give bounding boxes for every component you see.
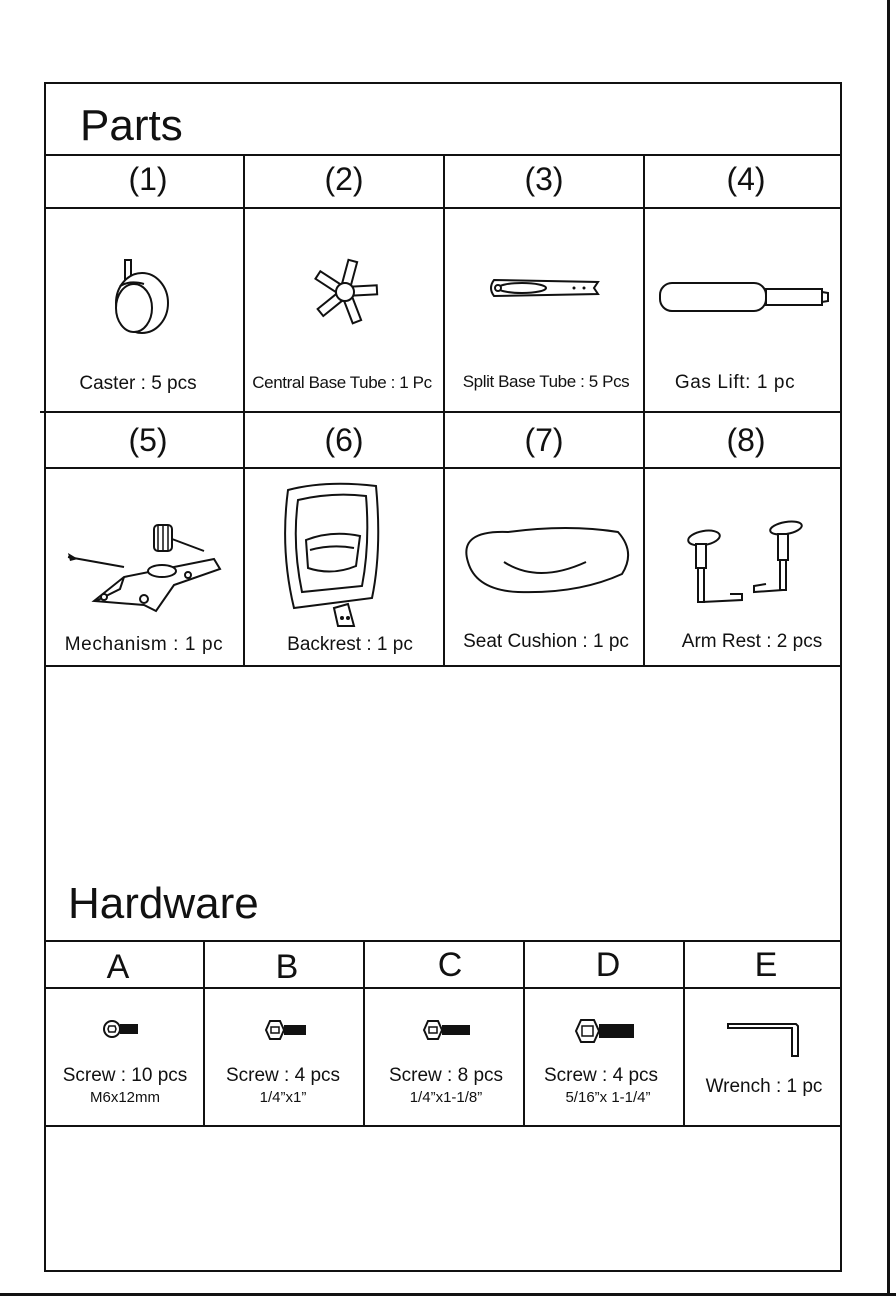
part-number: (7): [524, 422, 564, 458]
part-label: Seat Cushion : 1 pc: [463, 631, 629, 652]
mechanism-icon: [64, 515, 224, 615]
hardware-size: M6x12mm: [89, 1089, 160, 1106]
page-edge-right: [887, 0, 890, 1295]
part-number: (3): [524, 161, 564, 197]
part-label: Split Base Tube : 5 Pcs: [462, 372, 630, 391]
hardware-label: Wrench : 1 pc: [705, 1076, 823, 1097]
backrest-icon: [276, 480, 388, 630]
divider: [643, 154, 645, 666]
part-number: (5): [128, 422, 168, 458]
parts-title: Parts: [80, 101, 183, 150]
wrench-icon: [726, 1020, 802, 1060]
part-number: (8): [726, 422, 766, 458]
divider: [40, 411, 842, 413]
divider: [443, 154, 445, 666]
hardware-title: Hardware: [68, 879, 259, 928]
seat-cushion-icon: [458, 522, 634, 596]
central-base-tube-icon: [305, 258, 385, 328]
hardware-letter: C: [437, 946, 463, 984]
hardware-letter: E: [754, 946, 778, 984]
screw-icon: [572, 1016, 636, 1046]
part-number: (4): [726, 161, 766, 197]
hardware-label: Screw : 8 pcs: [388, 1065, 504, 1086]
part-label: Gas Lift: 1 pc: [674, 372, 796, 393]
hardware-size: 5/16”x 1-1/4”: [565, 1089, 651, 1106]
arm-rest-icon: [682, 518, 812, 608]
screw-icon: [262, 1018, 308, 1042]
hardware-letter: B: [275, 948, 299, 986]
page-edge-bottom: [0, 1293, 896, 1296]
part-label: Mechanism : 1 pc: [64, 634, 224, 655]
part-label: Backrest : 1 pc: [287, 634, 413, 655]
divider: [44, 940, 842, 942]
divider: [44, 987, 842, 989]
part-number: (6): [324, 422, 364, 458]
screw-icon: [102, 1018, 140, 1040]
hardware-size: 1/4”x1”: [259, 1089, 307, 1106]
part-number: (2): [324, 161, 364, 197]
part-label: Caster : 5 pcs: [79, 373, 197, 394]
part-label: Central Base Tube : 1 Pc: [252, 373, 432, 392]
caster-icon: [100, 258, 180, 338]
hardware-label: Screw : 4 pcs: [225, 1065, 341, 1086]
hardware-label: Screw : 10 pcs: [62, 1065, 188, 1086]
part-number: (1): [128, 161, 168, 197]
part-label: Arm Rest : 2 pcs: [681, 631, 823, 652]
divider: [44, 1125, 842, 1127]
hardware-letter: D: [595, 946, 621, 984]
screw-icon: [420, 1018, 472, 1042]
hardware-label: Screw : 4 pcs: [543, 1065, 659, 1086]
gas-lift-icon: [656, 280, 834, 314]
hardware-size: 1/4”x1-1/8”: [409, 1089, 483, 1106]
divider: [243, 154, 245, 666]
split-base-tube-icon: [488, 276, 604, 300]
hardware-letter: A: [106, 948, 130, 986]
